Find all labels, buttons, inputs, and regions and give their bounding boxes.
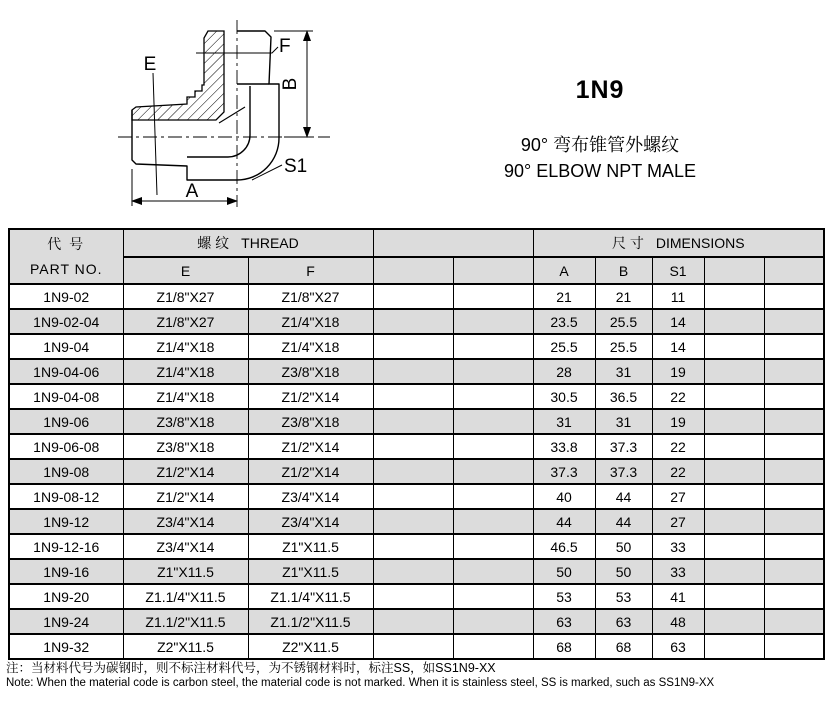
empty-cell (453, 334, 533, 359)
dim-b-cell: 63 (595, 609, 652, 634)
dim-a-cell: 28 (533, 359, 595, 384)
thread-header (123, 229, 373, 257)
empty-cell (764, 484, 824, 509)
dim-b-cell: 44 (595, 484, 652, 509)
empty-cell (453, 434, 533, 459)
col-header-empty (373, 257, 453, 284)
dim-b-cell: 44 (595, 509, 652, 534)
dim-a-cell: 31 (533, 409, 595, 434)
empty-cell (764, 359, 824, 384)
thread-header-en: THREAD (241, 235, 299, 251)
footer-notes (6, 660, 826, 691)
dim-s1-cell: 27 (652, 509, 704, 534)
dim-s1-cell: 14 (652, 309, 704, 334)
empty-cell (704, 534, 764, 559)
dim-s1-cell: 48 (652, 609, 704, 634)
empty-cell (453, 534, 533, 559)
part-no-header-en: PART NO. (29, 260, 103, 277)
thread-f-cell: Z1.1/4"X11.5 (248, 584, 373, 609)
empty-cell (453, 484, 533, 509)
thread-f-cell: Z2"X11.5 (248, 634, 373, 659)
empty-cell (453, 584, 533, 609)
col-header-e: E (123, 257, 248, 284)
thread-e-cell: Z1/4"X18 (123, 359, 248, 384)
dim-label-a: A (185, 181, 199, 202)
empty-cell (373, 584, 453, 609)
dim-a-cell: 33.8 (533, 434, 595, 459)
empty-cell (704, 559, 764, 584)
dim-s1-cell: 19 (652, 409, 704, 434)
empty-cell (373, 534, 453, 559)
empty-cell (764, 309, 824, 334)
dim-b-cell: 21 (595, 284, 652, 309)
col-header-empty (704, 257, 764, 284)
part-no-cell: 1N9-08-12 (9, 484, 123, 509)
dim-a-cell: 44 (533, 509, 595, 534)
elbow-technical-drawing (0, 0, 345, 215)
dim-a-cell: 21 (533, 284, 595, 309)
dim-s1-cell: 11 (652, 284, 704, 309)
empty-cell (704, 509, 764, 534)
part-no-header-cn: 代 号 (47, 235, 86, 252)
dim-a-cell: 40 (533, 484, 595, 509)
thread-e-cell: Z1.1/4"X11.5 (123, 584, 248, 609)
empty-cell (373, 359, 453, 384)
spec-table (8, 228, 825, 660)
dim-s1-cell: 33 (652, 534, 704, 559)
dim-label-s1: S1 (284, 156, 308, 177)
table-row (9, 534, 824, 559)
thread-e-cell: Z1/8"X27 (123, 309, 248, 334)
table-row (9, 609, 824, 634)
thread-f-cell: Z1/2"X14 (248, 384, 373, 409)
dim-a-cell: 46.5 (533, 534, 595, 559)
note-chinese: 注：当材料代号为碳钢时，则不标注材料代号，为不锈钢材料时，标注SS，如SS1N9-XX (6, 661, 496, 675)
dim-a-cell: 63 (533, 609, 595, 634)
table-row (9, 634, 824, 659)
col-header-b: B (595, 257, 652, 284)
dim-b-cell: 25.5 (595, 309, 652, 334)
empty-cell (764, 534, 824, 559)
empty-cell (764, 584, 824, 609)
empty-cell (373, 309, 453, 334)
thread-e-cell: Z1/2"X14 (123, 484, 248, 509)
empty-cell (704, 434, 764, 459)
part-no-cell: 1N9-12-16 (9, 534, 123, 559)
dim-a-cell: 25.5 (533, 334, 595, 359)
dim-label-e: E (143, 54, 157, 75)
empty-cell (764, 634, 824, 659)
thread-f-cell: Z3/4"X14 (248, 484, 373, 509)
empty-cell (373, 634, 453, 659)
col-header-a: A (533, 257, 595, 284)
empty-cell (764, 459, 824, 484)
part-no-cell: 1N9-24 (9, 609, 123, 634)
empty-cell (704, 634, 764, 659)
dim-b-cell: 25.5 (595, 334, 652, 359)
product-code: 1N9 (575, 76, 625, 104)
part-no-cell: 1N9-04 (9, 334, 123, 359)
table-row (9, 284, 824, 309)
empty-cell (373, 434, 453, 459)
dimensions-header-cn: 尺 寸 (611, 235, 644, 251)
empty-cell (704, 609, 764, 634)
part-no-cell: 1N9-06 (9, 409, 123, 434)
thread-e-cell: Z1/2"X14 (123, 459, 248, 484)
empty-cell (764, 559, 824, 584)
dim-s1-cell: 22 (652, 384, 704, 409)
dim-s1-cell: 19 (652, 359, 704, 384)
thread-e-cell: Z3/8"X18 (123, 409, 248, 434)
empty-cell (764, 334, 824, 359)
thread-f-cell: Z1/8"X27 (248, 284, 373, 309)
thread-f-cell: Z1"X11.5 (248, 559, 373, 584)
thread-e-cell: Z1.1/2"X11.5 (123, 609, 248, 634)
part-no-cell: 1N9-04-06 (9, 359, 123, 384)
empty-cell (704, 409, 764, 434)
dim-b-cell: 50 (595, 559, 652, 584)
empty-cell (373, 334, 453, 359)
empty-cell (704, 584, 764, 609)
part-no-cell: 1N9-12 (9, 509, 123, 534)
part-no-cell: 1N9-06-08 (9, 434, 123, 459)
part-no-cell: 1N9-04-08 (9, 384, 123, 409)
thread-e-cell: Z1/8"X27 (123, 284, 248, 309)
thread-e-cell: Z2"X11.5 (123, 634, 248, 659)
subtitle-chinese: 90° 弯布锥管外螺纹 (520, 135, 680, 155)
dim-b-cell: 37.3 (595, 459, 652, 484)
empty-cell (704, 309, 764, 334)
empty-cell (373, 609, 453, 634)
dim-b-cell: 68 (595, 634, 652, 659)
part-no-cell: 1N9-02 (9, 284, 123, 309)
subtitle-english: 90° ELBOW NPT MALE (504, 161, 696, 181)
empty-cell (764, 509, 824, 534)
empty-cell (764, 434, 824, 459)
dim-s1-cell: 27 (652, 484, 704, 509)
thread-f-cell: Z1.1/2"X11.5 (248, 609, 373, 634)
dim-b-cell: 31 (595, 359, 652, 384)
table-body (9, 284, 824, 659)
table-row (9, 409, 824, 434)
empty-cell (373, 559, 453, 584)
dim-b-cell: 53 (595, 584, 652, 609)
part-no-cell: 1N9-32 (9, 634, 123, 659)
empty-cell (373, 384, 453, 409)
dim-b-cell: 37.3 (595, 434, 652, 459)
part-no-cell: 1N9-08 (9, 459, 123, 484)
empty-cell (453, 459, 533, 484)
empty-cell (453, 284, 533, 309)
table-row (9, 484, 824, 509)
part-no-header (9, 229, 123, 284)
empty-cell (453, 609, 533, 634)
col-header-s1: S1 (652, 257, 704, 284)
dim-label-f: F (279, 36, 291, 57)
empty-cell (764, 609, 824, 634)
thread-f-cell: Z3/4"X14 (248, 509, 373, 534)
dim-b-cell: 50 (595, 534, 652, 559)
dim-s1-cell: 22 (652, 459, 704, 484)
col-header-empty (453, 257, 533, 284)
empty-cell (453, 384, 533, 409)
dim-s1-cell: 41 (652, 584, 704, 609)
section-hatch (132, 31, 224, 120)
dim-label-b: B (280, 77, 301, 91)
empty-cell (453, 634, 533, 659)
empty-cell (453, 409, 533, 434)
table-row (9, 309, 824, 334)
thread-e-cell: Z1/4"X18 (123, 334, 248, 359)
thread-e-cell: Z1/4"X18 (123, 384, 248, 409)
dim-a-cell: 68 (533, 634, 595, 659)
empty-cell (704, 284, 764, 309)
empty-cell (704, 459, 764, 484)
dimensions-header-en: DIMENSIONS (655, 235, 745, 251)
note-english: Note: When the material code is carbon steel, the material code is not marked. When it is stainless steel, SS is marked, such as SS1N9-XX (6, 677, 715, 689)
thread-e-cell: Z3/4"X14 (123, 509, 248, 534)
dimensions-header (533, 229, 824, 257)
empty-cell (373, 509, 453, 534)
thread-f-cell: Z1"X11.5 (248, 534, 373, 559)
thread-e-cell: Z1"X11.5 (123, 559, 248, 584)
empty-cell (704, 359, 764, 384)
empty-cell (373, 459, 453, 484)
table-row (9, 334, 824, 359)
table-row (9, 359, 824, 384)
dimension-a (132, 169, 237, 206)
dim-s1-cell: 33 (652, 559, 704, 584)
table-row (9, 559, 824, 584)
dim-b-cell: 36.5 (595, 384, 652, 409)
part-no-cell: 1N9-16 (9, 559, 123, 584)
empty-cell (373, 484, 453, 509)
thread-header-cn: 螺 纹 (197, 235, 230, 251)
dim-s1-cell: 22 (652, 434, 704, 459)
empty-cell (453, 359, 533, 384)
table-row (9, 584, 824, 609)
table-row (9, 434, 824, 459)
dim-a-cell: 37.3 (533, 459, 595, 484)
col-header-empty (764, 257, 824, 284)
dim-b-cell: 31 (595, 409, 652, 434)
dim-a-cell: 30.5 (533, 384, 595, 409)
title-block (420, 76, 780, 182)
empty-cell (764, 409, 824, 434)
thread-e-cell: Z3/8"X18 (123, 434, 248, 459)
empty-cell (764, 384, 824, 409)
dim-s1-cell: 14 (652, 334, 704, 359)
thread-f-cell: Z1/2"X14 (248, 434, 373, 459)
empty-cell (373, 284, 453, 309)
empty-cell (764, 284, 824, 309)
thread-f-cell: Z3/8"X18 (248, 359, 373, 384)
empty-cell (453, 559, 533, 584)
leader-e (153, 73, 157, 195)
header-spacer-cell (373, 229, 533, 257)
thread-f-cell: Z1/4"X18 (248, 334, 373, 359)
part-no-cell: 1N9-20 (9, 584, 123, 609)
thread-f-cell: Z3/8"X18 (248, 409, 373, 434)
empty-cell (704, 384, 764, 409)
empty-cell (704, 484, 764, 509)
empty-cell (453, 509, 533, 534)
dim-a-cell: 53 (533, 584, 595, 609)
thread-f-cell: Z1/2"X14 (248, 459, 373, 484)
thread-e-cell: Z3/4"X14 (123, 534, 248, 559)
thread-f-cell: Z1/4"X18 (248, 309, 373, 334)
empty-cell (453, 309, 533, 334)
dim-s1-cell: 63 (652, 634, 704, 659)
part-no-cell: 1N9-02-04 (9, 309, 123, 334)
col-header-f: F (248, 257, 373, 284)
table-row (9, 459, 824, 484)
dim-a-cell: 23.5 (533, 309, 595, 334)
empty-cell (373, 409, 453, 434)
table-row (9, 384, 824, 409)
empty-cell (704, 334, 764, 359)
dim-a-cell: 50 (533, 559, 595, 584)
table-row (9, 509, 824, 534)
